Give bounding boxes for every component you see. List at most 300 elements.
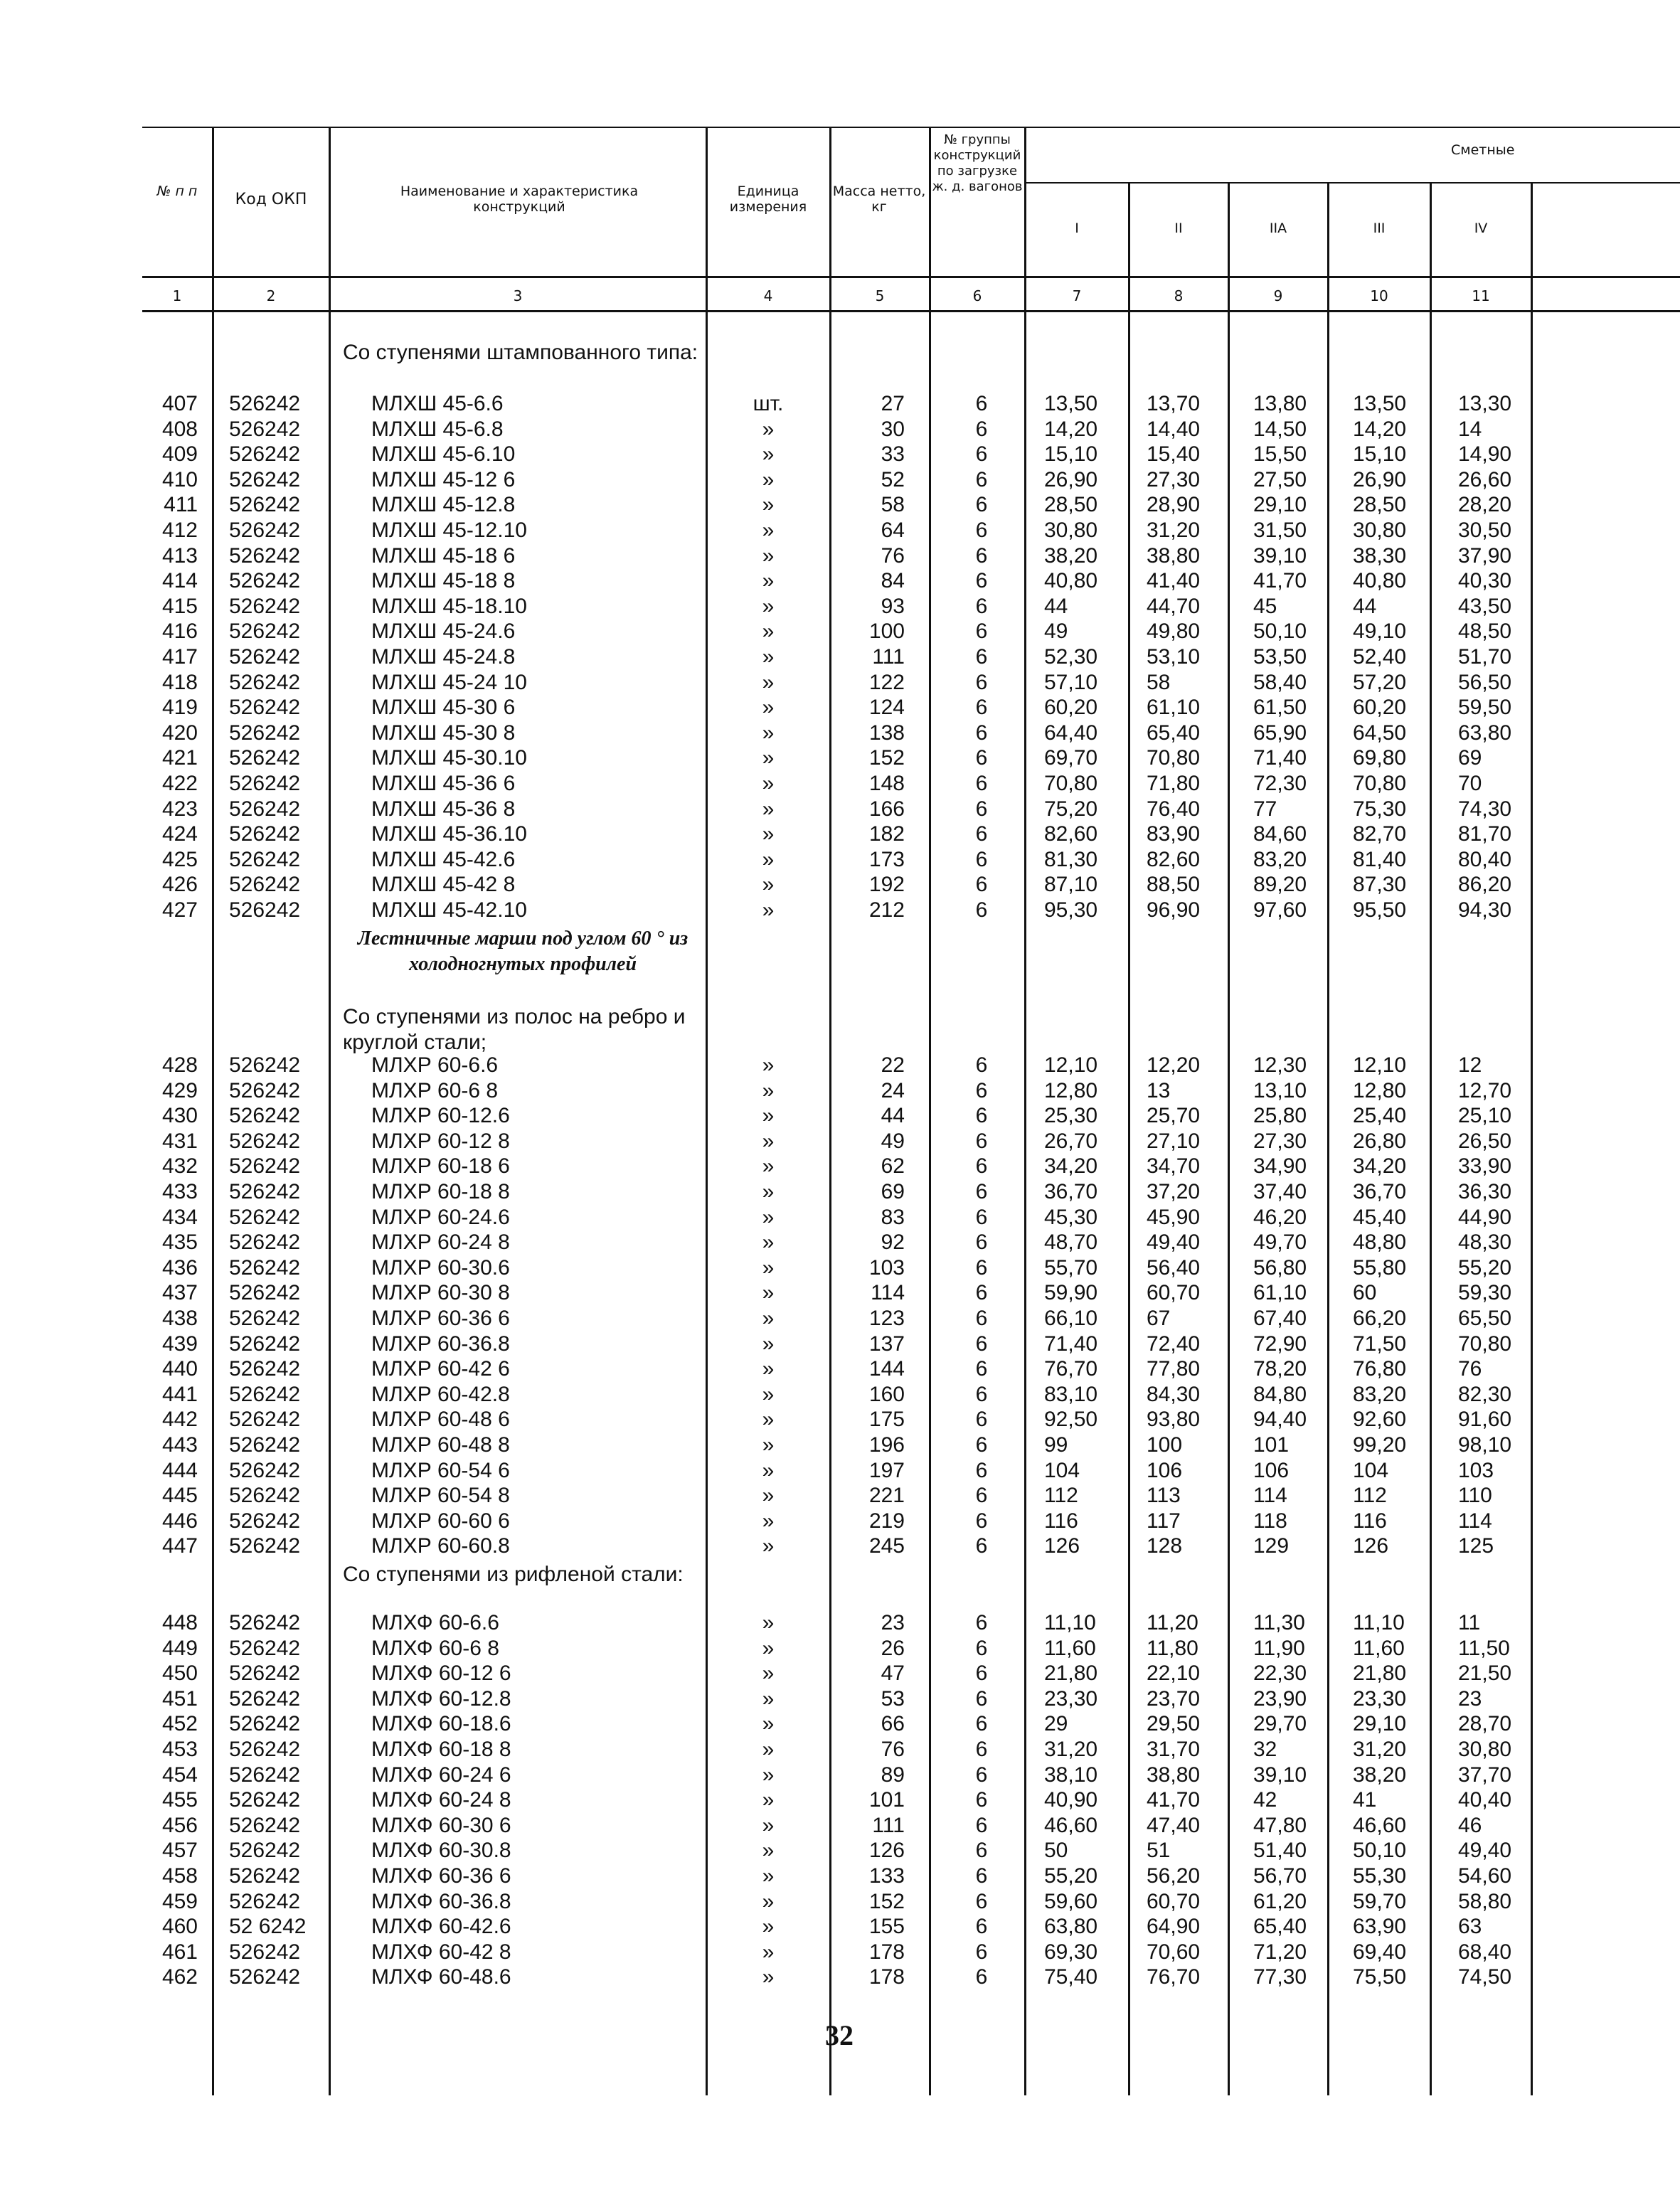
row-number: 434 <box>161 1206 198 1229</box>
row-number: 457 <box>161 1839 198 1862</box>
price-belt-4: 54,60 <box>1458 1864 1512 1888</box>
price-belt-3: 60,20 <box>1353 696 1407 719</box>
construction-name: МЛХШ 45-24 10 <box>371 671 527 694</box>
price-belt-4: 51,70 <box>1458 645 1512 669</box>
mass: 219 <box>868 1509 905 1533</box>
row-number: 460 <box>161 1915 198 1938</box>
mass: 103 <box>868 1256 905 1280</box>
unit: » <box>762 1281 775 1304</box>
okp-code: 526242 <box>229 519 301 542</box>
price-belt-4: 40,30 <box>1458 569 1512 592</box>
price-belt-2a: 61,10 <box>1253 1281 1307 1304</box>
okp-code: 526242 <box>229 645 301 669</box>
row-number: 422 <box>161 772 198 795</box>
price-belt-3: 34,20 <box>1353 1154 1407 1178</box>
price-belt-4: 12 <box>1458 1053 1482 1077</box>
mass: 27 <box>881 392 905 415</box>
okp-code: 526242 <box>229 1104 301 1127</box>
price-belt-4: 81,70 <box>1458 822 1512 846</box>
price-belt-4: 30,80 <box>1458 1738 1512 1761</box>
construction-name: МЛХР 60-48 8 <box>371 1433 510 1457</box>
row-number: 408 <box>161 418 198 441</box>
unit: » <box>762 645 775 669</box>
construction-name: МЛХР 60-36.8 <box>371 1332 510 1356</box>
price-belt-2: 41,40 <box>1147 569 1201 592</box>
price-belt-4: 26,50 <box>1458 1129 1512 1153</box>
mass: 62 <box>881 1154 905 1178</box>
price-belt-2a: 11,90 <box>1253 1637 1305 1660</box>
price-belt-3: 57,20 <box>1353 671 1407 694</box>
construction-name: МЛХШ 45-6.8 <box>371 418 504 441</box>
header-belt-1: I <box>1075 220 1079 236</box>
price-belt-3: 26,90 <box>1353 468 1407 491</box>
price-belt-3: 63,90 <box>1353 1915 1407 1938</box>
price-belt-4: 46 <box>1458 1814 1482 1837</box>
page-number: 32 <box>825 2019 854 2051</box>
price-belt-2: 23,70 <box>1147 1687 1201 1711</box>
price-belt-1: 69,30 <box>1044 1940 1098 1964</box>
price-belt-4: 114 <box>1458 1509 1492 1533</box>
row-number: 415 <box>161 595 198 618</box>
construction-name: МЛХФ 60-48.6 <box>371 1965 511 1989</box>
price-belt-2: 100 <box>1147 1433 1183 1457</box>
construction-name: МЛХФ 60-12 6 <box>371 1662 511 1685</box>
price-belt-2: 56,20 <box>1147 1864 1201 1888</box>
mass: 66 <box>881 1712 905 1735</box>
price-belt-3: 82,70 <box>1353 822 1407 846</box>
price-belt-1: 26,90 <box>1044 468 1098 491</box>
price-belt-2a: 12,30 <box>1253 1053 1307 1077</box>
price-belt-2a: 56,80 <box>1253 1256 1307 1280</box>
wagon-group: 6 <box>975 797 988 821</box>
unit: » <box>762 848 775 871</box>
price-belt-2a: 11,30 <box>1253 1611 1305 1634</box>
price-belt-2: 29,50 <box>1147 1712 1201 1735</box>
price-belt-4: 70 <box>1458 772 1482 795</box>
mass: 175 <box>868 1408 905 1431</box>
construction-name: МЛХШ 45-30 6 <box>371 696 516 719</box>
mass: 212 <box>868 898 905 922</box>
price-belt-1: 40,80 <box>1044 569 1098 592</box>
wagon-group: 6 <box>975 1687 988 1711</box>
unit: » <box>762 1509 775 1533</box>
wagon-group: 6 <box>975 1180 988 1203</box>
price-belt-4: 76 <box>1458 1357 1482 1381</box>
okp-code: 526242 <box>229 1154 301 1178</box>
colnum-7: 7 <box>1072 287 1082 304</box>
okp-code: 526242 <box>229 1206 301 1229</box>
construction-name: МЛХФ 60-6.6 <box>371 1611 499 1634</box>
price-belt-3: 38,30 <box>1353 544 1407 568</box>
unit: » <box>762 873 775 896</box>
mass: 197 <box>868 1459 905 1482</box>
price-belt-4: 13,30 <box>1458 392 1512 415</box>
price-belt-2: 77,80 <box>1147 1357 1201 1381</box>
unit: » <box>762 1738 775 1761</box>
price-belt-3: 92,60 <box>1353 1408 1407 1431</box>
price-belt-2a: 46,20 <box>1253 1206 1307 1229</box>
price-belt-2a: 97,60 <box>1253 898 1307 922</box>
vrule-6 <box>1024 127 1026 2095</box>
mass: 76 <box>881 1738 905 1761</box>
construction-name: МЛХР 60-12 8 <box>371 1129 510 1153</box>
price-belt-4: 11 <box>1458 1611 1481 1634</box>
row-number: 444 <box>161 1459 198 1482</box>
price-belt-1: 71,40 <box>1044 1332 1098 1356</box>
price-belt-3: 50,10 <box>1353 1839 1407 1862</box>
price-belt-3: 66,20 <box>1353 1307 1407 1330</box>
wagon-group: 6 <box>975 1484 988 1507</box>
price-belt-4: 70,80 <box>1458 1332 1512 1356</box>
price-belt-3: 30,80 <box>1353 519 1407 542</box>
price-belt-1: 76,70 <box>1044 1357 1098 1381</box>
price-belt-3: 12,10 <box>1353 1053 1407 1077</box>
price-belt-1: 36,70 <box>1044 1180 1098 1203</box>
row-number: 413 <box>161 544 198 568</box>
unit: шт. <box>753 392 784 415</box>
price-belt-4: 59,30 <box>1458 1281 1512 1304</box>
price-belt-1: 55,70 <box>1044 1256 1098 1280</box>
vrule-1 <box>212 127 214 2095</box>
construction-name: МЛХШ 45-36.10 <box>371 822 527 846</box>
unit: » <box>762 442 775 466</box>
price-belt-3: 46,60 <box>1353 1814 1407 1837</box>
price-belt-4: 80,40 <box>1458 848 1512 871</box>
unit: » <box>762 772 775 795</box>
construction-name: МЛХФ 60-36.8 <box>371 1890 511 1913</box>
row-number: 441 <box>161 1383 198 1406</box>
price-belt-2a: 61,50 <box>1253 696 1307 719</box>
construction-name: МЛХФ 60-36 6 <box>371 1864 511 1888</box>
mass: 152 <box>868 1890 905 1913</box>
row-number: 410 <box>161 468 198 491</box>
price-belt-3: 55,30 <box>1353 1864 1407 1888</box>
row-number: 452 <box>161 1712 198 1735</box>
price-belt-1: 48,70 <box>1044 1230 1098 1254</box>
price-belt-1: 34,20 <box>1044 1154 1098 1178</box>
wagon-group: 6 <box>975 1915 988 1938</box>
price-belt-3: 12,80 <box>1353 1079 1407 1102</box>
mass: 93 <box>881 595 905 618</box>
price-belt-2a: 56,70 <box>1253 1864 1307 1888</box>
vrule-3 <box>706 127 708 2095</box>
construction-name: МЛХР 60-48 6 <box>371 1408 510 1431</box>
row-number: 461 <box>161 1940 198 1964</box>
price-belt-1: 11,60 <box>1044 1637 1096 1660</box>
rule-numbers-bottom <box>142 310 1680 312</box>
colnum-5: 5 <box>875 287 885 304</box>
price-belt-3: 14,20 <box>1353 418 1407 441</box>
construction-name: МЛХР 60-42.8 <box>371 1383 510 1406</box>
price-belt-1: 23,30 <box>1044 1687 1098 1711</box>
price-belt-2: 13 <box>1147 1079 1171 1102</box>
construction-name: МЛХШ 45-30.10 <box>371 746 527 770</box>
price-belt-3: 25,40 <box>1353 1104 1407 1127</box>
mass: 84 <box>881 569 905 592</box>
mass: 53 <box>881 1687 905 1711</box>
price-belt-2: 12,20 <box>1147 1053 1201 1077</box>
row-number: 456 <box>161 1814 198 1837</box>
unit: » <box>762 1662 775 1685</box>
price-belt-4: 36,30 <box>1458 1180 1512 1203</box>
okp-code: 526242 <box>229 772 301 795</box>
construction-name: МЛХР 60-30.6 <box>371 1256 510 1280</box>
rule-header-bottom <box>142 276 1680 278</box>
header-belt-4: IV <box>1474 220 1488 236</box>
wagon-group: 6 <box>975 671 988 694</box>
price-belt-3: 75,30 <box>1353 797 1407 821</box>
price-belt-1: 95,30 <box>1044 898 1098 922</box>
price-belt-1: 112 <box>1044 1484 1078 1507</box>
price-belt-2: 49,80 <box>1147 620 1201 643</box>
vrule-4 <box>829 127 831 2095</box>
okp-code: 526242 <box>229 569 301 592</box>
price-belt-1: 38,20 <box>1044 544 1098 568</box>
wagon-group: 6 <box>975 1307 988 1330</box>
price-belt-2a: 67,40 <box>1253 1307 1307 1330</box>
unit: » <box>762 1687 775 1711</box>
price-belt-2: 76,70 <box>1147 1965 1201 1989</box>
mass: 44 <box>881 1104 905 1127</box>
price-belt-4: 69 <box>1458 746 1482 770</box>
price-belt-1: 12,80 <box>1044 1079 1098 1102</box>
row-number: 421 <box>161 746 198 770</box>
header-belt-3: III <box>1373 220 1386 236</box>
wagon-group: 6 <box>975 721 988 745</box>
unit: » <box>762 1890 775 1913</box>
unit: » <box>762 468 775 491</box>
row-number: 439 <box>161 1332 198 1356</box>
price-belt-1: 99 <box>1044 1433 1068 1457</box>
price-belt-3: 44 <box>1353 595 1377 618</box>
price-belt-3: 40,80 <box>1353 569 1407 592</box>
wagon-group: 6 <box>975 696 988 719</box>
construction-name: МЛХР 60-36 6 <box>371 1307 510 1330</box>
mass: 178 <box>868 1965 905 1989</box>
mass: 49 <box>881 1129 905 1153</box>
wagon-group: 6 <box>975 519 988 542</box>
price-belt-3: 55,80 <box>1353 1256 1407 1280</box>
row-number: 438 <box>161 1307 198 1330</box>
wagon-group: 6 <box>975 1129 988 1153</box>
price-belt-2a: 49,70 <box>1253 1230 1307 1254</box>
okp-code: 52 6242 <box>229 1915 307 1938</box>
price-belt-4: 103 <box>1458 1459 1494 1482</box>
wagon-group: 6 <box>975 1965 988 1989</box>
mass: 92 <box>881 1230 905 1254</box>
okp-code: 526242 <box>229 1611 301 1634</box>
unit: » <box>762 721 775 745</box>
price-belt-3: 11,10 <box>1353 1611 1405 1634</box>
price-belt-1: 11,10 <box>1044 1611 1096 1634</box>
construction-name: МЛХШ 45-24.6 <box>371 620 516 643</box>
price-belt-3: 99,20 <box>1353 1433 1407 1457</box>
price-belt-1: 30,80 <box>1044 519 1098 542</box>
price-belt-2a: 27,30 <box>1253 1129 1307 1153</box>
price-belt-1: 63,80 <box>1044 1915 1098 1938</box>
unit: » <box>762 1104 775 1127</box>
okp-code: 526242 <box>229 1864 301 1888</box>
wagon-group: 6 <box>975 873 988 896</box>
vrule-8 <box>1228 182 1230 2095</box>
row-number: 425 <box>161 848 198 871</box>
unit: » <box>762 1788 775 1812</box>
unit: » <box>762 418 775 441</box>
unit: » <box>762 1763 775 1787</box>
construction-name: МЛХР 60-24 8 <box>371 1230 510 1254</box>
price-belt-1: 13,50 <box>1044 392 1098 415</box>
unit: » <box>762 822 775 846</box>
row-number: 440 <box>161 1357 198 1381</box>
price-belt-2a: 27,50 <box>1253 468 1307 491</box>
unit: » <box>762 1383 775 1406</box>
price-belt-4: 59,50 <box>1458 696 1512 719</box>
price-belt-2a: 22,30 <box>1253 1662 1307 1685</box>
price-belt-3: 69,40 <box>1353 1940 1407 1964</box>
construction-name: МЛХР 60-60.8 <box>371 1534 510 1558</box>
price-belt-2a: 129 <box>1253 1534 1290 1558</box>
price-belt-2a: 58,40 <box>1253 671 1307 694</box>
row-number: 437 <box>161 1281 198 1304</box>
wagon-group: 6 <box>975 1509 988 1533</box>
wagon-group: 6 <box>975 1383 988 1406</box>
price-belt-2: 51 <box>1147 1839 1171 1862</box>
price-belt-2a: 47,80 <box>1253 1814 1307 1837</box>
price-belt-1: 12,10 <box>1044 1053 1098 1077</box>
colnum-9: 9 <box>1273 287 1283 304</box>
okp-code: 526242 <box>229 1940 301 1964</box>
mass: 64 <box>881 519 905 542</box>
okp-code: 526242 <box>229 1738 301 1761</box>
construction-name: МЛХШ 45-12.8 <box>371 493 516 516</box>
section-checkered-steps: Со ступенями из рифленой стали: <box>343 1563 684 1586</box>
okp-code: 526242 <box>229 1433 301 1457</box>
mass: 22 <box>881 1053 905 1077</box>
price-belt-1: 38,10 <box>1044 1763 1098 1787</box>
wagon-group: 6 <box>975 1332 988 1356</box>
row-number: 418 <box>161 671 198 694</box>
price-belt-2: 70,80 <box>1147 746 1201 770</box>
colnum-1: 1 <box>172 287 182 304</box>
price-belt-2: 25,70 <box>1147 1104 1201 1127</box>
price-belt-4: 12,70 <box>1458 1079 1512 1102</box>
price-belt-3: 81,40 <box>1353 848 1407 871</box>
wagon-group: 6 <box>975 1814 988 1837</box>
price-belt-4: 40,40 <box>1458 1788 1512 1812</box>
mass: 52 <box>881 468 905 491</box>
construction-name: МЛХШ 45-18 8 <box>371 569 516 592</box>
unit: » <box>762 1307 775 1330</box>
price-belt-4: 30,50 <box>1458 519 1512 542</box>
price-belt-1: 50 <box>1044 1839 1068 1862</box>
wagon-group: 6 <box>975 645 988 669</box>
row-number: 432 <box>161 1154 198 1178</box>
price-belt-2a: 42 <box>1253 1788 1277 1812</box>
construction-name: МЛХР 60-42 6 <box>371 1357 510 1381</box>
okp-code: 526242 <box>229 1712 301 1735</box>
price-belt-3: 70,80 <box>1353 772 1407 795</box>
mass: 245 <box>868 1534 905 1558</box>
construction-name: МЛХШ 45-18 6 <box>371 544 516 568</box>
wagon-group: 6 <box>975 1433 988 1457</box>
mass: 23 <box>881 1611 905 1634</box>
price-belt-2: 60,70 <box>1147 1890 1201 1913</box>
unit: » <box>762 1332 775 1356</box>
construction-name: МЛХР 60-54 8 <box>371 1484 510 1507</box>
price-belt-2a: 84,80 <box>1253 1383 1307 1406</box>
price-belt-2a: 101 <box>1253 1433 1290 1457</box>
okp-code: 526242 <box>229 544 301 568</box>
unit: » <box>762 1712 775 1735</box>
unit: » <box>762 746 775 770</box>
price-belt-2: 15,40 <box>1147 442 1201 466</box>
okp-code: 526242 <box>229 1256 301 1280</box>
price-belt-2: 88,50 <box>1147 873 1201 896</box>
rule-group <box>1024 182 1680 184</box>
unit: » <box>762 1864 775 1888</box>
price-belt-2a: 72,30 <box>1253 772 1307 795</box>
wagon-group: 6 <box>975 1534 988 1558</box>
price-belt-3: 87,30 <box>1353 873 1407 896</box>
price-belt-2: 84,30 <box>1147 1383 1201 1406</box>
header-estimate-group: Сметные <box>1451 142 1515 158</box>
mass: 152 <box>868 746 905 770</box>
wagon-group: 6 <box>975 1864 988 1888</box>
wagon-group: 6 <box>975 1256 988 1280</box>
price-belt-1: 31,20 <box>1044 1738 1098 1761</box>
price-belt-2: 53,10 <box>1147 645 1201 669</box>
price-belt-1: 60,20 <box>1044 696 1098 719</box>
vrule-7 <box>1128 182 1130 2095</box>
wagon-group: 6 <box>975 1940 988 1964</box>
vrule-11 <box>1531 182 1533 2095</box>
price-belt-2: 31,70 <box>1147 1738 1201 1761</box>
price-belt-2a: 29,10 <box>1253 493 1307 516</box>
unit: » <box>762 696 775 719</box>
price-belt-2a: 23,90 <box>1253 1687 1307 1711</box>
construction-name: МЛХФ 60-24 6 <box>371 1763 511 1787</box>
rule-top <box>142 127 1680 128</box>
price-belt-3: 48,80 <box>1353 1230 1407 1254</box>
price-belt-2: 106 <box>1147 1459 1183 1482</box>
unit: » <box>762 569 775 592</box>
okp-code: 526242 <box>229 873 301 896</box>
price-belt-4: 125 <box>1458 1534 1494 1558</box>
okp-code: 526242 <box>229 1383 301 1406</box>
price-belt-2: 49,40 <box>1147 1230 1201 1254</box>
wagon-group: 6 <box>975 620 988 643</box>
row-number: 451 <box>161 1687 198 1711</box>
price-belt-4: 55,20 <box>1458 1256 1512 1280</box>
price-belt-3: 36,70 <box>1353 1180 1407 1203</box>
price-belt-3: 38,20 <box>1353 1763 1407 1787</box>
price-belt-2a: 77 <box>1253 797 1277 821</box>
okp-code: 526242 <box>229 1839 301 1862</box>
price-belt-2a: 13,10 <box>1253 1079 1307 1102</box>
unit: » <box>762 1079 775 1102</box>
wagon-group: 6 <box>975 1611 988 1634</box>
price-belt-1: 66,10 <box>1044 1307 1098 1330</box>
price-belt-2: 65,40 <box>1147 721 1201 745</box>
price-belt-3: 126 <box>1353 1534 1389 1558</box>
price-belt-3: 28,50 <box>1353 493 1407 516</box>
vrule-5 <box>929 127 931 2095</box>
price-belt-2: 22,10 <box>1147 1662 1201 1685</box>
row-number: 458 <box>161 1864 198 1888</box>
wagon-group: 6 <box>975 493 988 516</box>
price-belt-1: 26,70 <box>1044 1129 1098 1153</box>
price-belt-4: 74,50 <box>1458 1965 1512 1989</box>
